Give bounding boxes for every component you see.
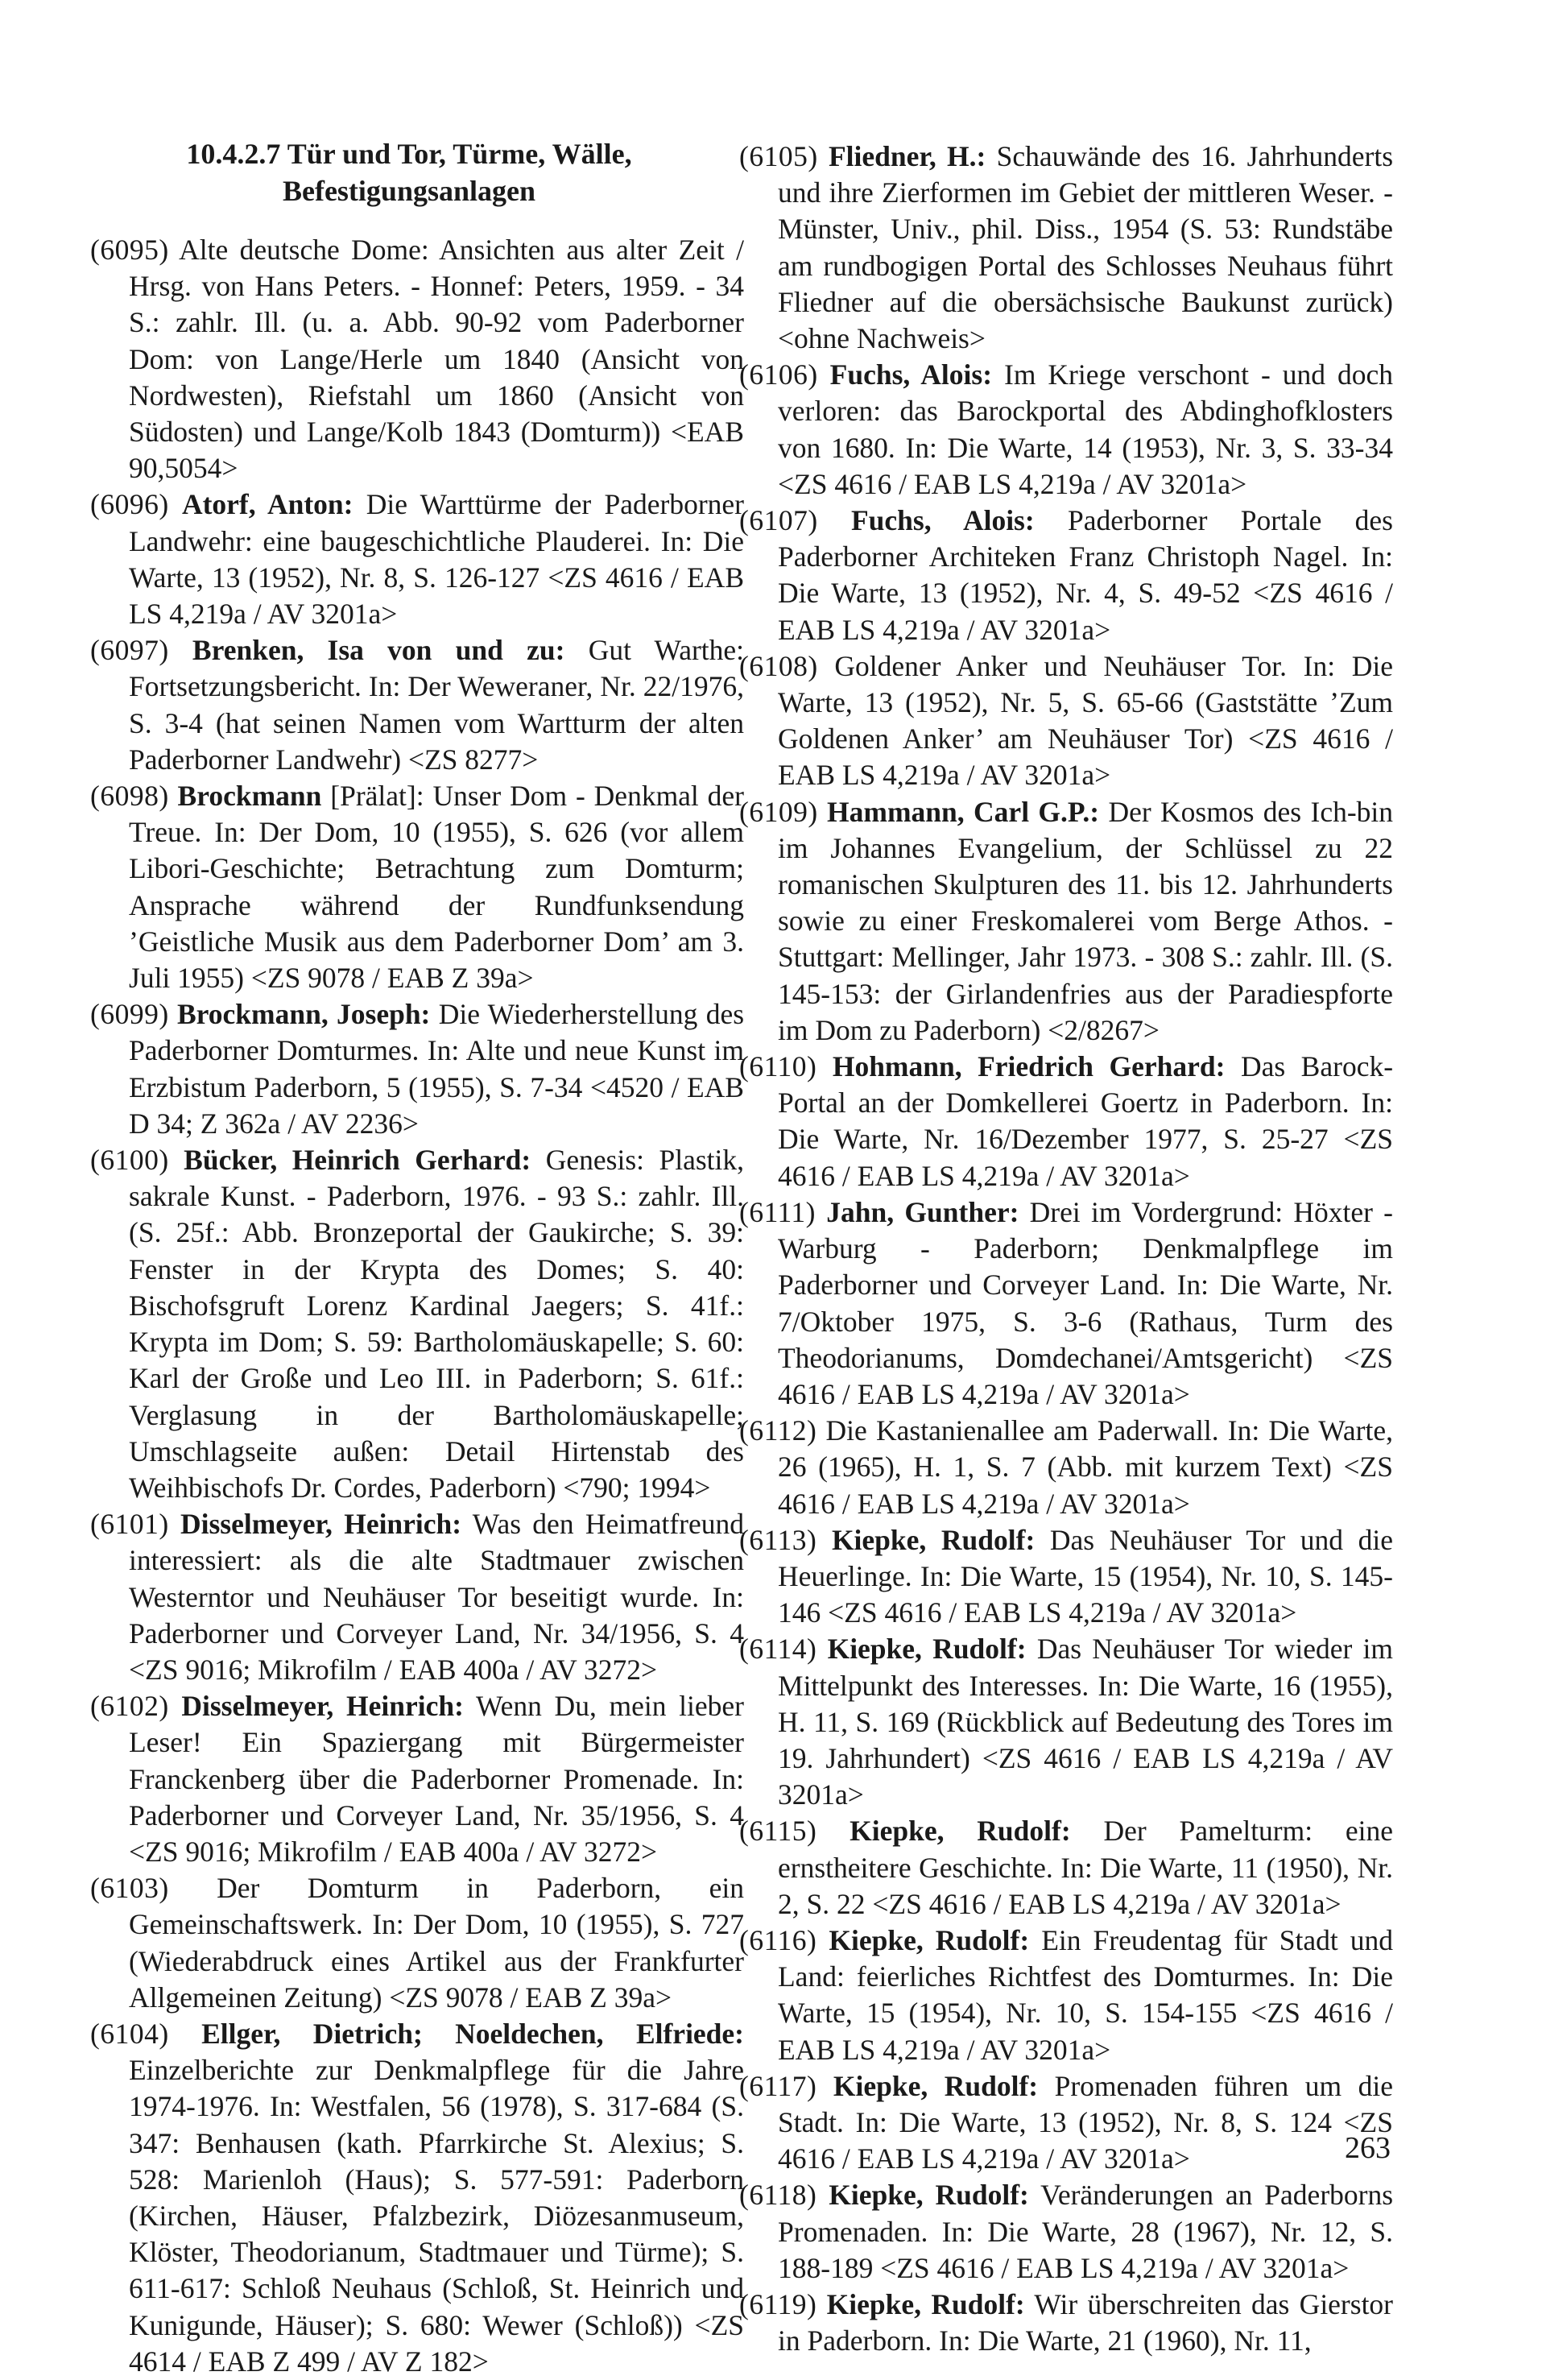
- entry-number: (6116): [739, 1923, 817, 1956]
- entry-author: Fuchs, Alois:: [829, 358, 993, 391]
- entry-number: (6096): [90, 488, 169, 521]
- entry-number: (6106): [739, 358, 818, 391]
- entry-text: Genesis: Plastik, sakrale Kunst. - Paderborn, 1976. - 93 S.: zahlr. Ill. (S. 25f.: Abb. Bronzeportal der Gaukirche; S. 39: Fenster in der Krypta des Domes; S. 40: Bischofsgruft Lorenz Kardinal Jaegers; S. 41f.: Krypta im Dom; S. 59: Bartholomäuskapelle; S. 60: Karl der Große und Leo III. in Paderborn; S. 61f.: Verglasung in der Bartholomäuskapelle; Umschlagseite außen: Detail Hirtenstab des Weihbischofs Dr. Cordes, Paderborn) <790; 1994>: [129, 1144, 745, 1504]
- entry-text: Die Wiederherstellung des Paderborner Domturmes. In: Alte und neue Kunst im Erzbistum Paderborn, 5 (1955), S. 7-34 <4520 / EAB D 34; Z 362a / AV 2236>: [129, 998, 745, 1140]
- entry-text: Das Neuhäuser Tor und die Heuerlinge. In: Die Warte, 15 (1954), Nr. 10, S. 145-146 <ZS 4616 / EAB LS 4,219a / AV 3201a>: [778, 1523, 1394, 1629]
- entry-text: Das Neuhäuser Tor wieder im Mittelpunkt des Interesses. In: Die Warte, 16 (1955), H. 11, S. 169 (Rückblick auf Bedeutung des Tores im 19. Jahrhundert) <ZS 4616 / EAB LS 4,219a / AV 3201a>: [778, 1633, 1394, 1811]
- entry-author: Disselmeyer, Heinrich:: [180, 1508, 462, 1541]
- entry-text: Das Barock-Portal an der Domkellerei Goertz in Paderborn. In: Die Warte, Nr. 16/Dezember 1977, S. 25-27 <ZS 4616 / EAB LS 4,219a / AV 3201a>: [778, 1050, 1394, 1192]
- entry-author: Kiepke, Rudolf:: [826, 2287, 1025, 2320]
- entry-text: Die Warttürme der Paderborner Landwehr: eine baugeschichtliche Plauderei. In: Die Warte, 13 (1952), Nr. 8, S. 126-127 <ZS 4616 / EAB LS 4,219a / AV 3201a>: [129, 488, 744, 631]
- entry-author: Brockmann: [177, 780, 322, 813]
- entry-author: Fliedner, H.:: [828, 140, 986, 172]
- entry-number: (6107): [739, 504, 818, 537]
- entry-text: Wenn Du, mein lieber Leser! Ein Spaziergang mit Bürgermeister Franckenberg über die Paderborner Promenade. In: Paderborner und Corveyer Land, Nr. 35/1956, S. 4 <ZS 9016; Mikrofilm / EAB 400a / AV 3272>: [129, 1690, 744, 1868]
- entry-text: Der Kosmos des Ich-bin im Johannes Evangelium, der Schlüssel zu 22 romanischen Skulpturen des 11. bis 12. Jahrhunderts sowie zu einer Freskomalerei vom Berge Athos. - Stuttgart: Mellinger, Jahr 1973. - 308 S.: zahlr. Ill. (S. 145-153: der Girlandenfries aus der Paradiespforte im Dom zu Paderborn) <2/8267>: [778, 795, 1394, 1046]
- entry-number: (6109): [739, 795, 818, 828]
- bibliography-entry: [739, 1049, 1393, 1194]
- entry-text: Wir überschreiten das Gierstor in Paderborn. In: Die Warte, 21 (1960), Nr. 11,: [778, 2287, 1394, 2357]
- entry-text: Ein Freudentag für Stadt und Land: feierliches Richtfest des Domturmes. In: Die Warte, 15 (1954), Nr. 10, S. 154-155 <ZS 4616 / EAB LS 4,219a / AV 3201a>: [778, 1923, 1393, 2066]
- bibliography-entry: [739, 1631, 1393, 1813]
- entry-text: Im Kriege verschont - und doch verloren: das Barockportal des Abdinghofklosters von 1680. In: Die Warte, 14 (1953), Nr. 3, S. 33-34 <ZS 4616 / EAB LS 4,219a / AV 3201a>: [778, 358, 1393, 500]
- bibliography-entry: [739, 503, 1393, 648]
- entry-author: Fuchs, Alois:: [850, 504, 1035, 537]
- bibliography-entry: [90, 1142, 744, 1506]
- bibliography-entry: [739, 2287, 1393, 2359]
- entry-number: (6102): [90, 1690, 169, 1723]
- entry-text: Alte deutsche Dome: Ansichten aus alter Zeit / Hrsg. von Hans Peters. - Honnef: Peters, 1959. - 34 S.: zahlr. Ill. (u. a. Abb. 90-92 vom Paderborner Dom: von Lange/Herle um 1840 (Ansicht von Nordwesten), Riefstahl um 1860 (Ansicht von Südosten) und Lange/Kolb 1843 (Domturm)) <EAB 90,5054>: [129, 234, 744, 485]
- entry-number: (6119): [739, 2287, 817, 2320]
- entry-number: (6095): [90, 234, 169, 266]
- entry-text: Promenaden führen um die Stadt. In: Die Warte, 13 (1952), Nr. 8, S. 124 <ZS 4616 / EAB LS 4,219a / AV 3201a>: [778, 2069, 1393, 2175]
- section-heading: 10.4.2.7 Tür und Tor, Türme, Wälle, Befestigungsanlagen: [186, 138, 632, 207]
- left-column: [90, 135, 744, 2380]
- left-entry-list: [90, 232, 744, 2380]
- entry-text: Der Domturm in Paderborn, ein Gemeinschaftswerk. In: Der Dom, 10 (1955), S. 727 (Wiederabdruck eines Artikel aus der Frankfurter Allgemeinen Zeitung) <ZS 9078 / EAB Z 39a>: [129, 1872, 744, 2014]
- bibliography-entry: [739, 357, 1393, 503]
- entry-number: (6112): [739, 1414, 817, 1447]
- entry-author: Jahn, Gunther:: [826, 1195, 1019, 1228]
- entry-text: [Prälat]: Unser Dom - Denkmal der Treue. In: Der Dom, 10 (1955), S. 626 (vor allem Libori-Geschichte; Betrachtung zum Domturm; Ansprache während der Rundfunksendung ’Geistliche Musik aus dem Paderborner Dom’ am 3. Juli 1955) <ZS 9078 / EAB Z 39a>: [129, 780, 744, 995]
- entry-text: Was den Heimatfreund interessiert: als die alte Stadtmauer zwischen Westerntor und Neuhäuser Tor beseitigt wurde. In: Paderborner und Corveyer Land, Nr. 34/1956, S. 4 <ZS 9016; Mikrofilm / EAB 400a / AV 3272>: [129, 1508, 744, 1686]
- entry-author: Atorf, Anton:: [181, 488, 353, 521]
- bibliography-entry: [739, 1413, 1393, 1522]
- bibliography-entry: [90, 778, 744, 996]
- bibliography-entry: [90, 232, 744, 486]
- entry-author: Kiepke, Rudolf:: [831, 1523, 1036, 1556]
- bibliography-entry: [739, 2068, 1393, 2178]
- entry-text: Veränderungen an Paderborns Promenaden. In: Die Warte, 28 (1967), Nr. 12, S. 188-189 <ZS 4616 / EAB LS 4,219a / AV 3201a>: [778, 2179, 1394, 2284]
- bibliography-entry: [90, 1870, 744, 2016]
- bibliography-entry: [739, 1194, 1393, 1413]
- bibliography-entry: [90, 1688, 744, 1870]
- entry-number: (6114): [739, 1633, 817, 1666]
- bibliography-entry: [739, 1813, 1393, 1923]
- entry-number: (6115): [739, 1815, 817, 1848]
- entry-text: Goldener Anker und Neuhäuser Tor. In: Die Warte, 13 (1952), Nr. 5, S. 65-66 (Gaststätte ’Zum Goldenen Anker’ am Neuhäuser Tor) <ZS 4616 / EAB LS 4,219a / AV 3201a>: [778, 649, 1393, 792]
- entry-author: Bücker, Heinrich Gerhard:: [184, 1144, 531, 1177]
- entry-author: Ellger, Dietrich; Noeldechen, Elfriede:: [201, 2017, 745, 2050]
- entry-number: (6110): [739, 1050, 817, 1083]
- entry-text: Die Kastanienallee am Paderwall. In: Die Warte, 26 (1965), H. 1, S. 7 (Abb. mit kurzem Text) <ZS 4616 / EAB LS 4,219a / AV 3201a>: [778, 1414, 1393, 1520]
- bibliography-entry: [739, 1522, 1393, 1632]
- entry-number: (6098): [90, 780, 169, 813]
- entry-number: (6113): [739, 1523, 817, 1556]
- entry-number: (6111): [739, 1195, 816, 1228]
- entry-text: Einzelberichte zur Denkmalpflege für die Jahre 1974-1976. In: Westfalen, 56 (1978), S. 317-684 (S. 347: Benhausen (kath. Pfarrkirche St. Alexius; S. 528: Marienloh (Haus); S. 577-591: Paderborn (Kirchen, Häuser, Pfalzbezirk, Diözesanmuseum, Klöster, Theodorianum, Stadtmauer und Türme); S. 611-617: Schloß Neuhaus (Schloß, St. Heinrich und Kunigunde, Häuser); S. 680: Wewer (Schloß)) <ZS 4614 / EAB Z 499 / AV Z 182>: [129, 2054, 744, 2378]
- entry-author: Kiepke, Rudolf:: [850, 1815, 1071, 1848]
- entry-text: Drei im Vordergrund: Höxter - Warburg - Paderborn; Denkmalpflege im Paderborner und Corveyer Land. In: Die Warte, Nr. 7/Oktober 1975, S. 3-6 (Rathaus, Turm des Theodorianums, Domdechanei/Amtsgericht) <ZS 4616 / EAB LS 4,219a / AV 3201a>: [778, 1195, 1394, 1410]
- entry-number: (6100): [90, 1144, 169, 1177]
- entry-text: Gut Warthe: Fortsetzungsbericht. In: Der Weweraner, Nr. 22/1976, S. 3-4 (hat seinen Namen vom Wartturm der alten Paderborner Landwehr) <ZS 8277>: [129, 634, 745, 776]
- bibliography-entry: [90, 1506, 744, 1688]
- entry-number: (6103): [90, 1872, 169, 1905]
- bibliography-entry: [739, 1923, 1393, 2068]
- bibliography-entry: [90, 2016, 744, 2380]
- bibliography-entry: [739, 794, 1393, 1049]
- page-number: 263: [1345, 2131, 1391, 2165]
- right-entry-list: [739, 139, 1393, 2359]
- entry-number: (6104): [90, 2017, 169, 2050]
- bibliography-entry: [90, 486, 744, 632]
- entry-number: (6117): [739, 2069, 817, 2102]
- entry-author: Brockmann, Joseph:: [176, 998, 431, 1031]
- entry-author: Disselmeyer, Heinrich:: [181, 1690, 464, 1723]
- entry-text: Paderborner Portale des Paderborner Architeken Franz Christoph Nagel. In: Die Warte, 13 (1952), Nr. 4, S. 49-52 <ZS 4616 / EAB LS 4,219a / AV 3201a>: [778, 504, 1393, 646]
- entry-number: (6118): [739, 2179, 817, 2212]
- bibliography-entry: [739, 2177, 1393, 2287]
- entry-text: Der Pamelturm: eine ernstheitere Geschichte. In: Die Warte, 11 (1950), Nr. 2, S. 22 <ZS 4616 / EAB LS 4,219a / AV 3201a>: [778, 1815, 1394, 1920]
- entry-text: Schauwände des 16. Jahrhunderts und ihre Zierformen im Gebiet der mittleren Weser. - Münster, Univ., phil. Diss., 1954 (S. 53: Rundstäbe am rundbogigen Portal des Schlosses Neuhaus führt Fliedner auf die obersächsische Baukunst zurück) <ohne Nachweis>: [778, 140, 1394, 355]
- entry-author: Hammann, Carl G.P.:: [827, 795, 1100, 828]
- bibliography-entry: [90, 996, 744, 1142]
- entry-author: Hohmann, Friedrich Gerhard:: [832, 1050, 1226, 1083]
- entry-number: (6105): [739, 140, 818, 172]
- entry-author: Kiepke, Rudolf:: [827, 1633, 1027, 1666]
- entry-number: (6099): [90, 998, 169, 1031]
- bibliography-entry: [90, 632, 744, 778]
- right-column: [739, 139, 1393, 2359]
- entry-author: Kiepke, Rudolf:: [833, 2069, 1039, 2102]
- entry-number: (6101): [90, 1508, 169, 1541]
- entry-number: (6108): [739, 649, 818, 682]
- entry-number: (6097): [90, 634, 169, 667]
- entry-author: Kiepke, Rudolf:: [829, 1923, 1030, 1956]
- entry-author: Brenken, Isa von und zu:: [192, 634, 565, 667]
- entry-author: Kiepke, Rudolf:: [829, 2179, 1029, 2212]
- bibliography-entry: [739, 648, 1393, 794]
- bibliography-entry: [739, 139, 1393, 357]
